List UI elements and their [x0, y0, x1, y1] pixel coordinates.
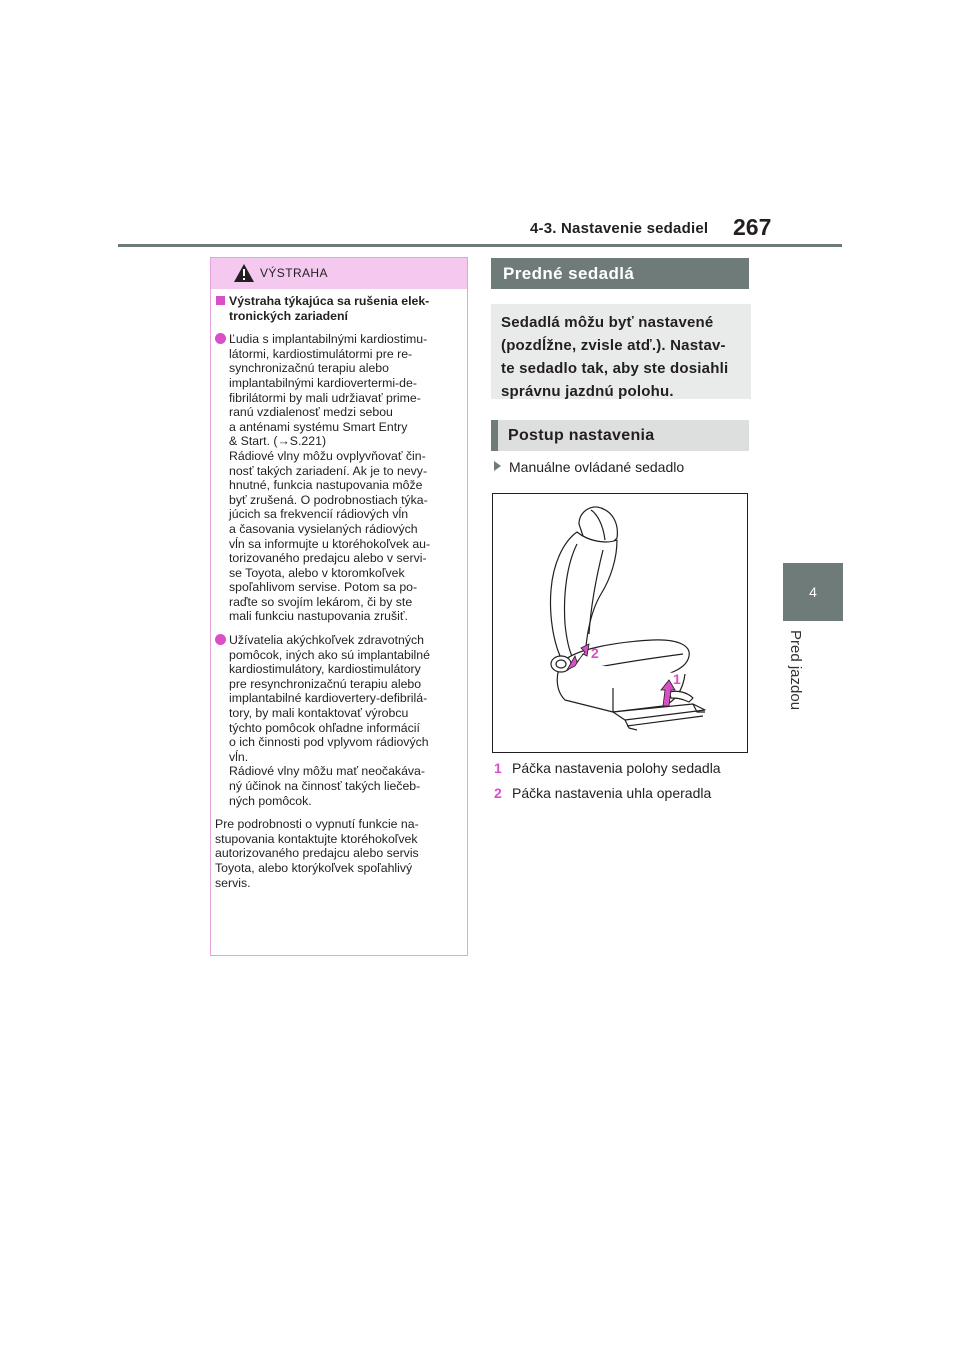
section-title: Predné sedadlá	[491, 258, 749, 289]
legend-text: Páčka nastavenia uhla operadla	[512, 785, 712, 801]
legend-text: Páčka nastavenia polohy sedadla	[512, 760, 721, 776]
intro-box: Sedadlá môžu byť nastavené (pozdĺžne, zvisle atď.). Nastav- te sedadlo tak, aby ste dosiahli správnu jazdnú polohu.	[491, 304, 751, 399]
warning-heading-item	[215, 294, 465, 323]
subsection-title: Postup nastavenia	[491, 420, 749, 451]
warning-content	[215, 294, 465, 890]
callout-2: 2	[591, 645, 599, 661]
seat-figure	[492, 493, 748, 753]
callout-1: 1	[673, 671, 681, 687]
chapter-label	[782, 630, 804, 770]
warning-bullet-text: Ľudia s implantabilnými kardiostimu- látormi, kardiostimulátormi pre re- synchronizačnú terapiu alebo implantabilnými kardiovertermi-de- fibrilátormi by mali udržiavať prime- ranú vzdialenosť medzi sebou a anténami systému Smart Entry & Start. (→S.221) Rádiové vlny môžu ovplyvňovať čin- nosť takých zariadení. Ak je to nevy- hnutné, funkcia nastupovania môže byť zrušená. O podrobnostiach týka- júcich sa frekvencií rádiových vĺn a časovania vysielaných rádiových vĺn sa informujte u ktoréhokoľvek au- torizovaného predajcu alebo v servi- se Toyota, alebo v ktoromkoľvek spoľahlivom servise. Potom sa po- raďte so svojím lekárom, či by ste mali funkciu nastupovania zrušiť.	[229, 332, 431, 624]
chapter-number: 4	[809, 584, 817, 600]
page-number: 267	[733, 214, 772, 240]
manual-seat-text: Manuálne ovládané sedadlo	[509, 459, 685, 475]
legend-item	[494, 760, 721, 776]
warning-bullet	[215, 332, 465, 624]
chapter-tab	[783, 563, 843, 621]
warning-bullet-text: Užívatelia akýchkoľvek zdravotných pomôcok, iných ako sú implantabilné kardiostimulátory, kardiostimulátory pre resynchronizačnú terapiu alebo implantabilné kardiovertery-defibrilá- tory, by mali kontaktovať výrobcu týchto pomôcok ohľadne informácií o ich činnosti pod vplyvom rádiových vĺn. Rádiové vlny môžu mať neočakáva- ný účinok na činnosť takých liečeb- ných pomôcok.	[229, 633, 430, 808]
section-header: 4-3. Nastavenie sedadiel	[530, 220, 709, 237]
warning-box	[210, 257, 468, 956]
triangle-bullet-icon	[494, 461, 501, 471]
circle-bullet-icon	[215, 634, 226, 645]
warning-bullet	[215, 633, 465, 808]
legend-item	[494, 785, 711, 801]
warning-header	[211, 258, 467, 289]
circle-bullet-icon	[215, 333, 226, 344]
chapter-label-text: Pred jazdou	[787, 630, 804, 711]
seat-illustration	[493, 494, 747, 752]
manual-seat-label	[494, 459, 684, 475]
square-bullet-icon	[216, 296, 225, 305]
legend-number: 2	[494, 785, 502, 801]
warning-triangle-icon	[233, 263, 255, 283]
header-rule	[118, 244, 842, 247]
legend-number: 1	[494, 760, 502, 776]
warning-heading: Výstraha týkajúca sa rušenia elek- tronických zariadení	[229, 294, 430, 323]
warning-footer: Pre podrobnosti o vypnutí funkcie na- stupovania kontaktujte ktoréhokoľvek autorizovaného predajcu alebo servis Toyota, alebo ktorýkoľvek spoľahlivý servis.	[215, 817, 419, 890]
warning-title: VÝSTRAHA	[260, 266, 328, 280]
